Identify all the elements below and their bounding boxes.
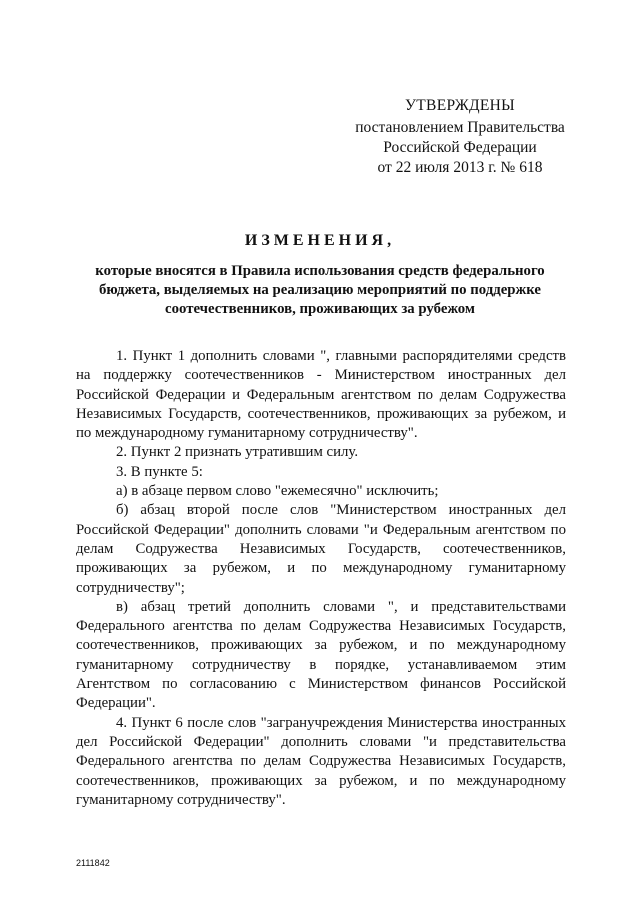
approval-stamp <box>340 96 580 178</box>
paragraph-3c: в) абзац третий дополнить словами ", и представительствами Федерального агентства по делам Содружества Независимых Государств, соотечественников, проживающих за рубежом, и по международному гуманитарному сотрудничеству в порядке, устанавливаемом этим Агентством по согласованию с Министерством финансов Российской Федерации". <box>76 598 566 712</box>
approval-line-3: от 22 июля 2013 г. № 618 <box>377 159 543 176</box>
approval-heading: УТВЕРЖДЕНЫ <box>405 97 515 114</box>
paragraph-3b: б) абзац второй после слов "Министерством иностранных дел Российской Федерации" дополнить словами "и Федеральным агентством по делам Содружества Независимых Государств, соотечественников, проживающих за рубежом, и по международному гуманитарному сотрудничеству"; <box>76 502 566 596</box>
document-body <box>76 347 566 810</box>
approval-line-2: Российской Федерации <box>383 139 537 156</box>
paragraph-1: 1. Пункт 1 дополнить словами ", главными распорядителями средств на поддержку соотечественников - Министерством иностранных дел Российской Федерации и Федеральным агентством по делам Содружества Независимых Государств, соотечественников, проживающих за рубежом, и по международному гуманитарному сотрудничеству". <box>76 348 566 442</box>
document-code: 2111842 <box>76 858 110 868</box>
approval-line-1: постановлением Правительства <box>355 119 565 136</box>
paragraph-3: 3. В пункте 5: <box>116 463 203 480</box>
paragraph-3a: а) в абзаце первом слово "ежемесячно" исключить; <box>116 483 439 500</box>
document-subtitle: которые вносятся в Правила использования средств федерального бюджета, выделяемых на реализацию мероприятий по поддержке соотечественников, проживающих за рубежом <box>95 263 545 317</box>
paragraph-4: 4. Пункт 6 после слов "загранучреждения Министерства иностранных дел Российской Федерации" дополнить словами "и представительства Федерального агентства по делам Содружества Независимых Государств, соотечественников, проживающих за рубежом, и по международному гуманитарному сотрудничеству". <box>76 714 566 808</box>
document-title: ИЗМЕНЕНИЯ, <box>244 232 396 249</box>
paragraph-2: 2. Пункт 2 признать утратившим силу. <box>116 444 359 461</box>
